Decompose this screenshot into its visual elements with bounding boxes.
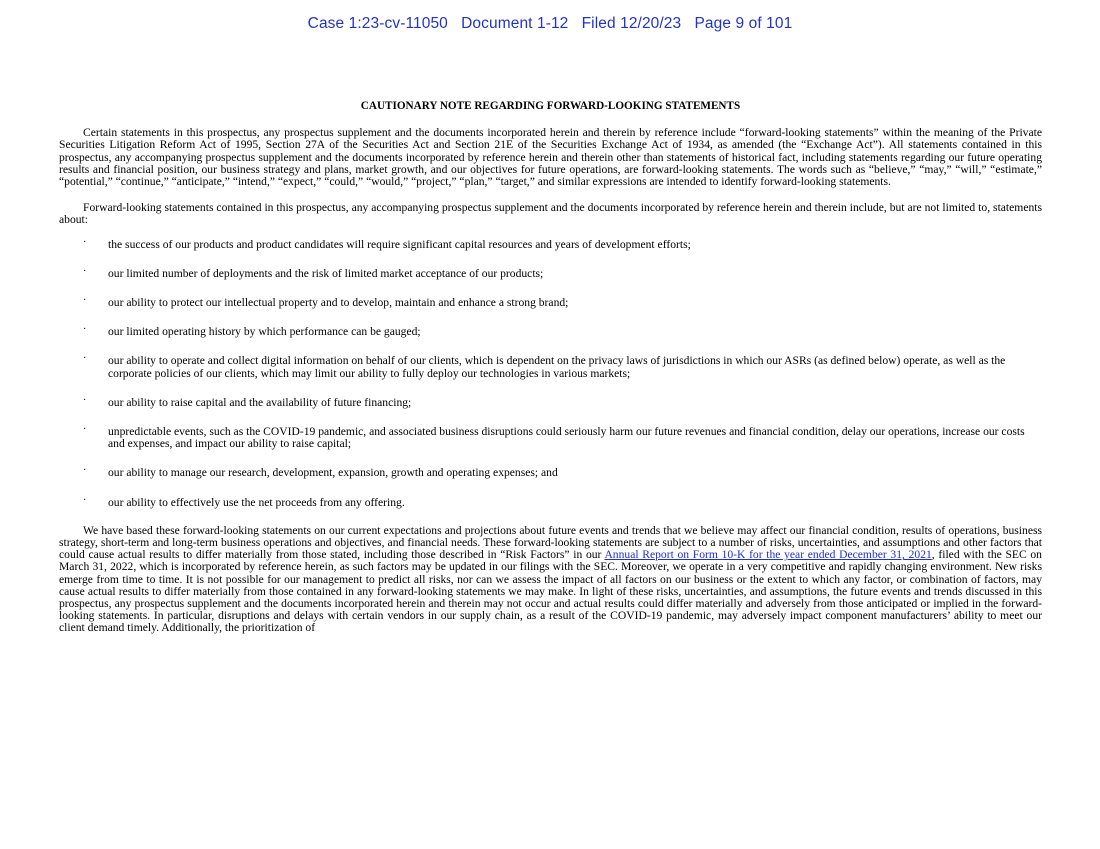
document-body [59,100,1042,635]
list-item-text: our ability to manage our research, development, expansion, growth and operating expenses; and [108,466,558,480]
list-item-text: unpredictable events, such as the COVID-19 pandemic, and associated business disruptions could seriously harm our future revenues and financial condition, delay our operations, increase our costs and expenses, and impact our ability to raise capital; [108,425,1025,451]
list-item [59,326,1042,338]
bullet-icon: · [83,295,87,307]
bullet-icon: · [83,236,87,248]
list-item [59,394,1042,409]
statements-list [59,236,1042,509]
paragraph-risk-text-end: , filed with the SEC on March 31, 2022, which is incorporated by reference herein, as such factors may be updated in our filings with the SEC. Moreover, we operate in a very competitive and rapidly changing environment. New risks emerge from time to time. It is not possible for our management to predict all risks, nor can we assess the impact of all factors on our business or the extent to which any factor, or combination of factors, may cause actual results to differ materially from those contained in any forward-looking statements we may make. In light of these risks, uncertainties, and assumptions, the future events and trends discussed in this prospectus, any prospectus supplement and the documents incorporated herein and therein may not occur and actual results could differ materially and adversely from those anticipated or implied in the forward-looking statements. In particular, disruptions and delays with certain vendors in our supply chain, as a result of the COVID-19 pandemic, may adversely impact component manufacturers’ ability to meet our client demand timely. Additionally, the prioritization of [59,548,1042,635]
bullet-icon: · [83,424,87,436]
paragraph-risk-text-start: We have based these forward-looking statements on our current expectations and projections about future events and trends that we believe may affect our financial condition, results of operations, business strategy, short-term and long-term business operations and objectives, and financial needs. These forward-looking statements are subject to a number of risks, uncertainties, and assumptions and other factors that could cause actual results to differ materially from those stated, including those described in “Risk Factors” in our [59,523,1042,562]
bullet-icon: · [83,324,87,336]
list-item [59,355,1042,379]
bullet-icon: · [83,494,87,506]
list-item [59,297,1042,309]
bullet-icon: · [83,353,87,365]
list-item-text: our ability to operate and collect digital information on behalf of our clients, which is dependent on the privacy laws of jurisdictions in which our ASRs (as defined below) operate, as well as the corporate policies of our clients, which may limit our ability to fully deploy our technologies in various markets; [108,354,1006,380]
case-header: Case 1:23-cv-11050 Document 1-12 Filed 12/20/23 Page 9 of 101 [307,15,793,32]
paragraph-forward-looking-definition: Certain statements in this prospectus, any prospectus supplement and the documents incorporated herein and therein by reference include “forward-looking statements” within the meaning of the Private Securities Litigation Reform Act of 1995, Section 27A of the Securities Act and Section 21E of the Securities Exchange Act of 1934, as amended (the “Exchange Act”). All statements contained in this prospectus, any accompanying prospectus supplement and the documents incorporated by reference herein and therein other than statements of historical fact, including statements regarding our future operating results and financial position, our business strategy and plans, market growth, and our objectives for future operations, are forward-looking statements. The words such as “believe,” “may,” “will,” “estimate,” “potential,” “continue,” “anticipate,” “intend,” “expect,” “could,” “would,” “project,” “plan,” “target,” and similar expressions are intended to identify forward-looking statements. [59,126,1042,189]
list-item [59,494,1042,509]
list-item-text: our ability to effectively use the net proceeds from any offering. [108,495,405,509]
bullet-icon: · [83,465,87,477]
paragraph-statements-about: Forward-looking statements contained in this prospectus, any accompanying prospectus supplement and the documents incorporated by reference herein and therein include, but are not limited to, statements about: [59,201,1042,227]
list-item-text: the success of our products and product candidates will require significant capital resources and years of development efforts; [108,237,691,251]
list-item [59,426,1042,450]
list-item-text: our limited operating history by which performance can be gauged; [108,325,421,339]
bullet-icon: · [83,394,87,406]
list-item-text: our limited number of deployments and the risk of limited market acceptance of our products; [108,266,544,280]
list-item [59,236,1042,251]
list-item [59,265,1042,280]
list-item [59,467,1042,479]
list-item-text: our ability to protect our intellectual property and to develop, maintain and enhance a strong brand; [108,296,569,310]
bullet-icon: · [83,265,87,277]
section-title: CAUTIONARY NOTE REGARDING FORWARD-LOOKING STATEMENTS [360,100,741,112]
annual-report-link[interactable]: Annual Report on Form 10-K for the year ended December 31, 2021 [604,548,932,562]
list-item-text: our ability to raise capital and the availability of future financing; [108,395,412,409]
paragraph-risk-factors [59,525,1042,635]
